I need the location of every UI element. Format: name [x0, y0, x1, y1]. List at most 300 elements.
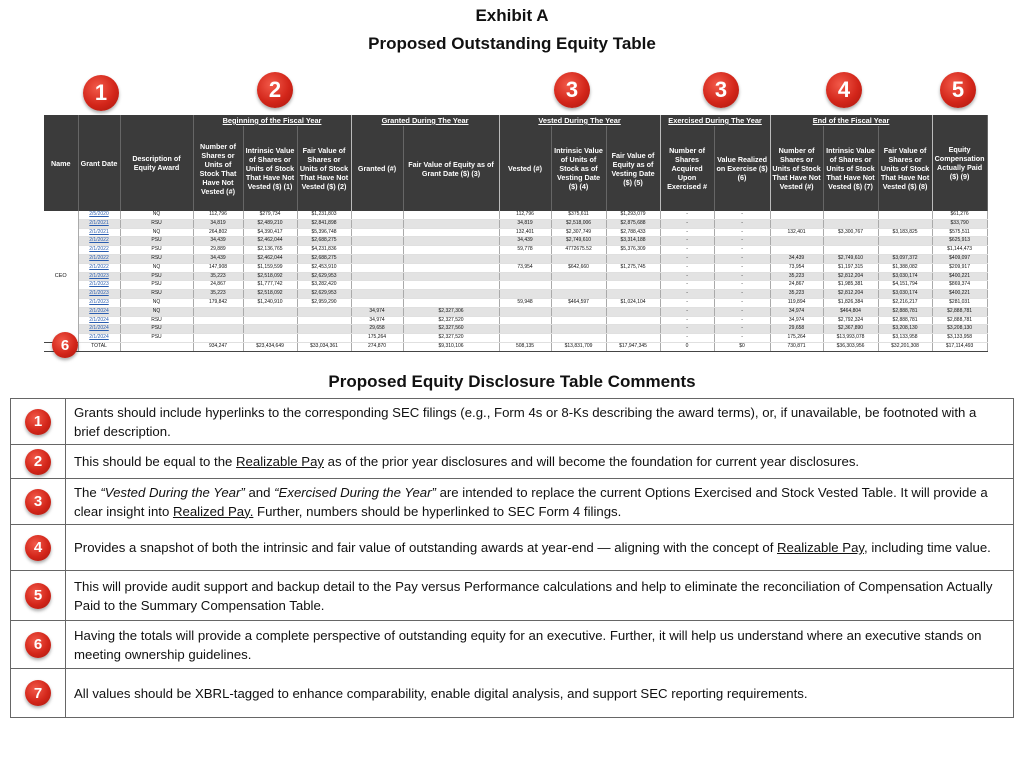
cell-end-intrinsic: $13,993,078	[823, 334, 878, 343]
comment-marker-cell	[11, 399, 66, 444]
cell-beginning-intrinsic: $1,777,742	[243, 281, 297, 290]
col-header-granted: Granted (#)	[351, 126, 403, 211]
cell-granted	[351, 272, 403, 281]
cell-vested-fair: $1,293,079	[606, 211, 660, 219]
cell-beginning-shares: 112,796	[193, 211, 243, 219]
cell-end-intrinsic: $1,197,315	[823, 263, 878, 272]
cell-beginning-intrinsic: $279,734	[243, 211, 297, 219]
cell-vested-fair	[606, 290, 660, 299]
cell-cap: $281,031	[932, 298, 987, 307]
table-row	[44, 237, 987, 246]
table-row	[44, 290, 987, 299]
table-row	[44, 219, 987, 228]
comment-row	[11, 669, 1013, 717]
cell-granted-fair: $2,327,520	[403, 316, 499, 325]
comment-marker-4: 4	[25, 535, 51, 561]
cell-beginning-fair: $4,231,836	[297, 246, 351, 255]
cell-cap: $1,144,473	[932, 246, 987, 255]
total-beginning-intrinsic: $23,434,649	[243, 342, 297, 351]
cell-vested-fair: $2,875,688	[606, 219, 660, 228]
cell-granted	[351, 228, 403, 237]
comment-fragment: Further, numbers should be hyperlinked to SEC Form 4 filings.	[253, 503, 622, 519]
cell-end-fair	[878, 219, 932, 228]
cell-exercised-value: -	[714, 281, 770, 290]
italic-term: “Exercised During the Year”	[274, 484, 436, 500]
cell-granted-fair	[403, 298, 499, 307]
comment-row	[11, 621, 1013, 669]
cell-vested-fair	[606, 281, 660, 290]
cell-vested	[499, 272, 551, 281]
cell-beginning-shares: 179,842	[193, 298, 243, 307]
comment-marker-3: 3	[25, 489, 51, 515]
cell-end-fair	[878, 211, 932, 219]
cell-vested-intrinsic	[551, 334, 606, 343]
cell-vested-intrinsic: $2,307,749	[551, 228, 606, 237]
cell-beginning-intrinsic	[243, 334, 297, 343]
cell-beginning-fair	[297, 316, 351, 325]
cell-granted: 175,264	[351, 334, 403, 343]
cell-vested: 112,796	[499, 211, 551, 219]
cell-granted	[351, 219, 403, 228]
cell-end-shares: 73,954	[770, 263, 823, 272]
cell-exercised-shares: -	[660, 219, 714, 228]
cell-vested-intrinsic: $2,518,006	[551, 219, 606, 228]
cell-end-fair	[878, 246, 932, 255]
cell-beginning-shares: 24,867	[193, 281, 243, 290]
cell-beginning-intrinsic: $2,462,044	[243, 237, 297, 246]
comment-row	[11, 445, 1013, 479]
cell-beginning-intrinsic: $2,518,092	[243, 272, 297, 281]
comment-fragment: Grants should include hyperlinks to the corresponding SEC filings (e.g., Form 4s or 8-Ks describing the award terms), or, if unavailable, be footnoted with a brief description.	[74, 404, 977, 439]
cell-exercised-shares: -	[660, 246, 714, 255]
marker-4: 4	[826, 72, 862, 108]
cell-exercised-shares: -	[660, 325, 714, 334]
cell-granted	[351, 254, 403, 263]
cell-beginning-shares: 147,908	[193, 263, 243, 272]
comment-text	[66, 479, 1013, 525]
cell-vested-fair: $3,314,188	[606, 237, 660, 246]
equity-table-body	[44, 211, 987, 351]
total-granted: 274,870	[351, 342, 403, 351]
cell-end-fair	[878, 237, 932, 246]
italic-term: “Vested During the Year”	[100, 484, 245, 500]
cell-cap: $400,221	[932, 272, 987, 281]
table-row	[44, 211, 987, 219]
cell-end-intrinsic	[823, 211, 878, 219]
cell-vested-intrinsic: $642,660	[551, 263, 606, 272]
cell-vested-intrinsic	[551, 290, 606, 299]
col-header-beginning-intrinsic: Intrinsic Value of Shares or Units of Stock That Have Not Vested ($) (1)	[243, 126, 297, 211]
cell-beginning-fair: $1,231,803	[297, 211, 351, 219]
cell-vested: 34,439	[499, 237, 551, 246]
cell-beginning-fair: $2,688,275	[297, 237, 351, 246]
marker-1: 1	[83, 75, 119, 111]
comments-title: Proposed Equity Disclosure Table Comments	[328, 372, 696, 391]
cell-exercised-shares: -	[660, 316, 714, 325]
cell-vested	[499, 254, 551, 263]
cell-grant-date[interactable]: 2/1/2023	[78, 272, 120, 281]
col-header-granted-fair: Fair Value of Equity as of Grant Date ($) (3)	[403, 126, 499, 211]
cell-description: NQ	[120, 211, 193, 219]
col-header-vested-intrinsic: Intrinsic Value of Units of Stock as of Vesting Date ($) (4)	[551, 126, 606, 211]
cell-exercised-shares: -	[660, 290, 714, 299]
comment-fragment: and	[244, 484, 275, 500]
comment-text	[66, 573, 1013, 619]
cell-vested: 73,954	[499, 263, 551, 272]
cell-vested-fair	[606, 307, 660, 316]
cell-vested	[499, 325, 551, 334]
cell-beginning-fair: $2,841,898	[297, 219, 351, 228]
table-row	[44, 298, 987, 307]
col-header-vested-fair: Fair Value of Equity as of Vesting Date ($) (5)	[606, 126, 660, 211]
cell-grant-date[interactable]: 2/1/2023	[78, 281, 120, 290]
cell-end-intrinsic	[823, 219, 878, 228]
cell-cap: $575,511	[932, 228, 987, 237]
comment-row	[11, 525, 1013, 571]
cell-vested: 59,948	[499, 298, 551, 307]
cell-exercised-value: -	[714, 334, 770, 343]
cell-description: PSU	[120, 281, 193, 290]
comment-marker-5: 5	[25, 583, 51, 609]
cell-beginning-fair: $2,629,953	[297, 272, 351, 281]
cell-grant-date[interactable]: 2/1/2022	[78, 263, 120, 272]
cell-granted	[351, 237, 403, 246]
cell-vested-fair	[606, 254, 660, 263]
cell-granted-fair	[403, 290, 499, 299]
cell-description: NQ	[120, 228, 193, 237]
col-header-name: Name	[44, 115, 78, 211]
cell-granted: 29,658	[351, 325, 403, 334]
cell-vested-intrinsic	[551, 281, 606, 290]
col-header-vested: Vested (#)	[499, 126, 551, 211]
cell-description: PSU	[120, 237, 193, 246]
cell-exercised-value: -	[714, 254, 770, 263]
comment-row	[11, 399, 1013, 445]
cell-vested	[499, 316, 551, 325]
cell-exercised-value: -	[714, 246, 770, 255]
cell-beginning-shares	[193, 316, 243, 325]
comment-fragment: , including time value.	[864, 540, 991, 555]
cell-granted-fair: $2,327,306	[403, 307, 499, 316]
total-row	[44, 342, 987, 351]
cell-vested	[499, 334, 551, 343]
cell-vested-fair: $1,275,745	[606, 263, 660, 272]
cell-end-shares	[770, 219, 823, 228]
cell-vested-fair: $1,024,104	[606, 298, 660, 307]
cell-granted	[351, 281, 403, 290]
cell-cap: $2,888,781	[932, 316, 987, 325]
cell-vested-intrinsic	[551, 307, 606, 316]
col-header-description: Description of Equity Award	[120, 115, 193, 211]
group-header-exercised: Exercised During The Year	[660, 115, 770, 126]
cell-granted-fair	[403, 219, 499, 228]
cell-description: PSU	[120, 325, 193, 334]
cell-granted-fair: $2,327,520	[403, 334, 499, 343]
cell-beginning-intrinsic: $2,462,044	[243, 254, 297, 263]
cell-vested-intrinsic: $375,611	[551, 211, 606, 219]
comment-marker-cell	[11, 479, 66, 524]
comment-marker-cell	[11, 525, 66, 570]
cell-exercised-value: -	[714, 290, 770, 299]
cell-grant-date[interactable]: 2/1/2024	[78, 316, 120, 325]
cell-granted	[351, 246, 403, 255]
cell-grant-date[interactable]: 2/1/2021	[78, 219, 120, 228]
cell-beginning-shares: 29,889	[193, 246, 243, 255]
comment-marker-cell	[11, 571, 66, 620]
cell-end-shares: 34,974	[770, 307, 823, 316]
cell-end-intrinsic: $2,812,204	[823, 272, 878, 281]
total-description	[120, 342, 193, 351]
cell-cap: $400,221	[932, 290, 987, 299]
comment-row	[11, 571, 1013, 621]
cell-beginning-intrinsic: $2,489,210	[243, 219, 297, 228]
cell-end-fair: $2,216,217	[878, 298, 932, 307]
cell-grant-date[interactable]: 2/1/2024	[78, 334, 120, 343]
cell-exercised-shares: -	[660, 307, 714, 316]
cell-grant-date[interactable]: 2/1/2022	[78, 254, 120, 263]
comment-text	[66, 622, 1013, 668]
cell-exercised-shares: -	[660, 228, 714, 237]
cell-end-intrinsic: $3,300,767	[823, 228, 878, 237]
cell-grant-date[interactable]: 2/1/2024	[78, 325, 120, 334]
col-header-beginning-shares: Number of Shares or Units of Stock That Have Not Vested (#)	[193, 126, 243, 211]
cell-end-fair: $3,097,372	[878, 254, 932, 263]
cell-end-shares: 24,867	[770, 281, 823, 290]
comment-fragment: as of the prior year disclosures and will become the foundation for current year disclosures.	[324, 454, 860, 469]
comment-row	[11, 479, 1013, 525]
cell-exercised-value: -	[714, 298, 770, 307]
comment-marker-cell	[11, 445, 66, 478]
cell-cap: $209,917	[932, 263, 987, 272]
cell-beginning-shares: 34,819	[193, 219, 243, 228]
cell-exercised-shares: -	[660, 281, 714, 290]
cell-vested	[499, 281, 551, 290]
table-row	[44, 281, 987, 290]
cell-granted-fair	[403, 281, 499, 290]
table-row	[44, 307, 987, 316]
comment-fragment: Having the totals will provide a complete perspective of outstanding equity for an executive. Further, it will help us understand where an executive stands on meeting ownership guidelines.	[74, 627, 982, 662]
cell-cap: $409,097	[932, 254, 987, 263]
underlined-term: Realized Pay.	[172, 503, 254, 519]
cell-beginning-intrinsic: $1,240,910	[243, 298, 297, 307]
total-beginning-shares: 934,247	[193, 342, 243, 351]
cell-end-fair: $2,888,781	[878, 307, 932, 316]
cell-beginning-fair: $2,453,910	[297, 263, 351, 272]
comment-marker-cell	[11, 621, 66, 668]
cell-grant-date[interactable]: 2/1/2023	[78, 298, 120, 307]
comment-marker-1: 1	[25, 409, 51, 435]
total-end-intrinsic: $36,303,956	[823, 342, 878, 351]
cell-grant-date[interactable]: 2/1/2021	[78, 228, 120, 237]
cell-beginning-intrinsic: $4,390,417	[243, 228, 297, 237]
cell-exercised-value: -	[714, 263, 770, 272]
total-end-fair: $32,201,308	[878, 342, 932, 351]
cell-end-shares: 119,894	[770, 298, 823, 307]
cell-cap: $33,790	[932, 219, 987, 228]
cell-exercised-value: -	[714, 307, 770, 316]
cell-exercised-shares: -	[660, 263, 714, 272]
cell-granted-fair	[403, 246, 499, 255]
cell-description: NQ	[120, 307, 193, 316]
marker-6: 6	[52, 332, 78, 358]
comments-table	[10, 398, 1014, 718]
cell-description: RSU	[120, 290, 193, 299]
cell-exercised-shares: -	[660, 298, 714, 307]
cell-beginning-intrinsic	[243, 316, 297, 325]
cell-description: NQ	[120, 298, 193, 307]
table-row	[44, 272, 987, 281]
cell-beginning-shares: 35,223	[193, 272, 243, 281]
table-row	[44, 325, 987, 334]
col-header-exercised-shares: Number of Shares Acquired Upon Exercised #	[660, 126, 714, 211]
underlined-term: Realizable Pay	[777, 540, 865, 555]
cell-cap: $625,913	[932, 237, 987, 246]
cell-grant-date[interactable]: 2/1/2023	[78, 290, 120, 299]
cell-end-intrinsic	[823, 246, 878, 255]
cell-exercised-shares: -	[660, 237, 714, 246]
cell-cap: $2,888,781	[932, 307, 987, 316]
cell-beginning-intrinsic	[243, 325, 297, 334]
cell-grant-date[interactable]: 2/5/2020	[78, 211, 120, 219]
cell-beginning-shares: 35,223	[193, 290, 243, 299]
cell-end-intrinsic: $2,792,324	[823, 316, 878, 325]
cell-granted-fair	[403, 237, 499, 246]
comment-marker-2: 2	[25, 449, 51, 475]
cell-granted-fair	[403, 263, 499, 272]
cell-beginning-intrinsic: $1,159,599	[243, 263, 297, 272]
cell-granted-fair	[403, 272, 499, 281]
cell-vested-intrinsic: $464,597	[551, 298, 606, 307]
total-exercised-value: $0	[714, 342, 770, 351]
cell-cap: $3,208,130	[932, 325, 987, 334]
col-header-end-shares: Number of Shares or Units of Stock That Have Not Vested (#)	[770, 126, 823, 211]
cell-end-intrinsic: $2,749,610	[823, 254, 878, 263]
cell-vested-intrinsic: 4772675.52	[551, 246, 606, 255]
cell-vested: 132,401	[499, 228, 551, 237]
cell-end-intrinsic: $1,985,381	[823, 281, 878, 290]
col-header-end-intrinsic: Intrinsic Value of Shares or Units of Stock That Have Not Vested ($) (7)	[823, 126, 878, 211]
exhibit-subtitle: Proposed Outstanding Equity Table	[368, 34, 656, 53]
cell-beginning-fair	[297, 325, 351, 334]
cell-granted-fair	[403, 211, 499, 219]
cell-grant-date[interactable]: 2/1/2022	[78, 237, 120, 246]
comment-marker-cell	[11, 669, 66, 717]
total-vested-intrinsic: $13,831,709	[551, 342, 606, 351]
cell-beginning-shares	[193, 307, 243, 316]
cell-end-shares	[770, 237, 823, 246]
cell-beginning-fair: $2,959,290	[297, 298, 351, 307]
comment-text	[66, 680, 1013, 707]
cell-exercised-shares: -	[660, 254, 714, 263]
cell-beginning-intrinsic: $2,518,092	[243, 290, 297, 299]
cell-end-shares	[770, 246, 823, 255]
cell-vested: 59,778	[499, 246, 551, 255]
cell-beginning-shares: 264,802	[193, 228, 243, 237]
cell-beginning-intrinsic: $2,136,765	[243, 246, 297, 255]
cell-granted: 34,974	[351, 316, 403, 325]
cell-description: RSU	[120, 316, 193, 325]
cell-end-fair: $3,183,825	[878, 228, 932, 237]
cell-end-fair: $3,030,174	[878, 290, 932, 299]
cell-vested-fair	[606, 272, 660, 281]
cell-description: PSU	[120, 334, 193, 343]
cell-end-shares: 35,223	[770, 290, 823, 299]
cell-exercised-value: -	[714, 237, 770, 246]
table-row	[44, 228, 987, 237]
group-header-beginning: Beginning of the Fiscal Year	[193, 115, 351, 126]
cell-granted-fair	[403, 254, 499, 263]
cell-end-shares: 132,401	[770, 228, 823, 237]
cell-vested-fair: $2,788,433	[606, 228, 660, 237]
cell-beginning-fair	[297, 334, 351, 343]
total-label: TOTAL	[78, 342, 120, 351]
comment-fragment: The	[74, 484, 101, 500]
cell-end-shares: 175,264	[770, 334, 823, 343]
marker-3-vested: 3	[554, 72, 590, 108]
cell-beginning-fair: $5,396,748	[297, 228, 351, 237]
cell-granted	[351, 263, 403, 272]
comment-fragment: All values should be XBRL-tagged to enhance comparability, enable digital analysis, and support SEC reporting requirements.	[74, 685, 808, 701]
cell-granted	[351, 298, 403, 307]
cell-beginning-fair: $2,629,953	[297, 290, 351, 299]
cell-end-shares: 35,223	[770, 272, 823, 281]
cell-vested-intrinsic: $2,749,610	[551, 237, 606, 246]
cell-end-fair: $2,888,781	[878, 316, 932, 325]
comment-text	[66, 534, 1013, 561]
comment-marker-7: 7	[25, 680, 51, 706]
cell-vested-fair	[606, 325, 660, 334]
cell-granted	[351, 211, 403, 219]
cell-exercised-value: -	[714, 325, 770, 334]
cell-vested-fair	[606, 316, 660, 325]
cell-vested-intrinsic	[551, 325, 606, 334]
table-row	[44, 316, 987, 325]
group-header-vested: Vested During The Year	[499, 115, 660, 126]
cell-cap: $3,133,958	[932, 334, 987, 343]
cell-vested	[499, 290, 551, 299]
cell-vested-fair	[606, 334, 660, 343]
cell-exercised-value: -	[714, 316, 770, 325]
cell-end-intrinsic: $1,826,384	[823, 298, 878, 307]
underlined-term: Realizable Pay	[236, 454, 324, 469]
cell-grant-date[interactable]: 2/1/2022	[78, 246, 120, 255]
cell-vested-intrinsic	[551, 254, 606, 263]
cell-grant-date[interactable]: 2/1/2024	[78, 307, 120, 316]
col-header-cap: Equity Compensation Actually Paid ($) (9)	[932, 115, 987, 211]
cell-end-fair: $3,030,174	[878, 272, 932, 281]
col-header-exercised-value: Value Realized on Exercise ($) (6)	[714, 126, 770, 211]
comment-fragment: Provides a snapshot of both the intrinsic and fair value of outstanding awards at year-end — aligning with the concept of	[74, 540, 778, 555]
executive-name: CEO	[44, 211, 78, 342]
cell-granted-fair	[403, 228, 499, 237]
cell-beginning-fair	[297, 307, 351, 316]
comment-text	[66, 448, 1013, 475]
cell-description: RSU	[120, 219, 193, 228]
total-end-shares: 730,871	[770, 342, 823, 351]
total-exercised-shares: 0	[660, 342, 714, 351]
cell-beginning-fair: $3,282,420	[297, 281, 351, 290]
total-vested: 508,135	[499, 342, 551, 351]
total-cap: $17,114,493	[932, 342, 987, 351]
cell-vested: 34,819	[499, 219, 551, 228]
cell-granted-fair: $2,327,560	[403, 325, 499, 334]
cell-end-fair: $4,151,794	[878, 281, 932, 290]
cell-description: NQ	[120, 263, 193, 272]
marker-3-exercised: 3	[703, 72, 739, 108]
cell-description: RSU	[120, 254, 193, 263]
cell-beginning-shares: 34,439	[193, 237, 243, 246]
cell-end-shares	[770, 211, 823, 219]
